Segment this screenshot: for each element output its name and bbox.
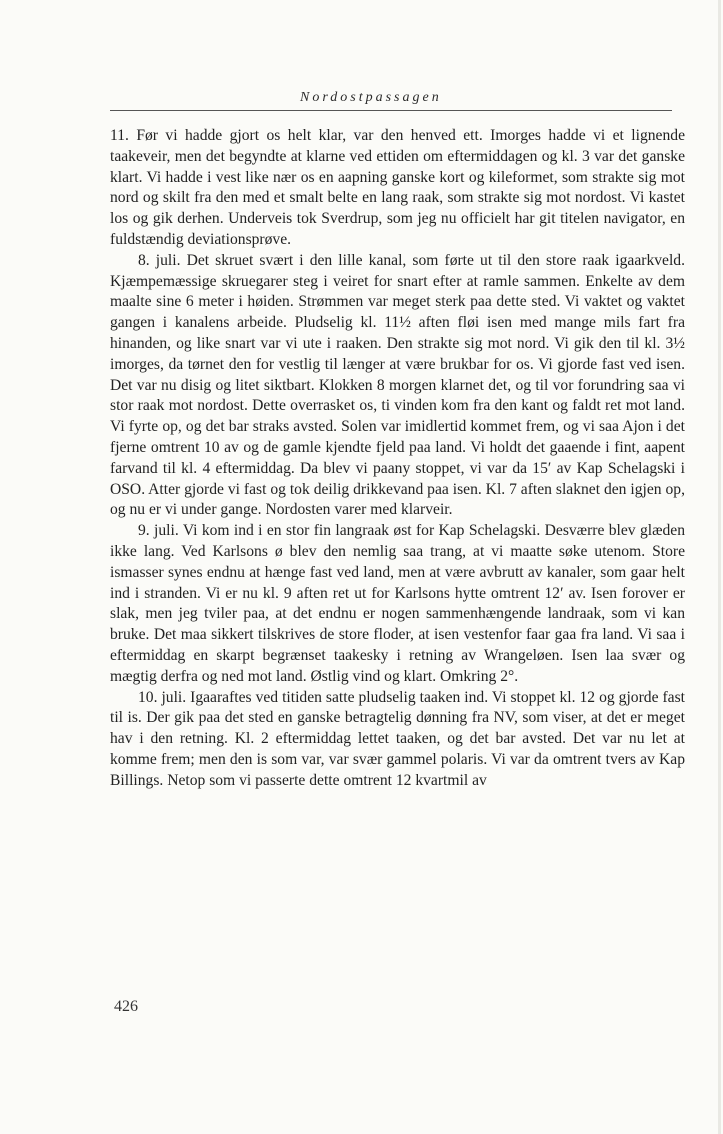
paragraph: 11. Før vi hadde gjort os helt klar, var den henved ett. Imorges hadde vi et lignende taakeveir, men det begyndte at klarne ved ettiden om eftermiddagen og kl. 3 var det ganske klart. Vi hadde i vest like nær os en aapning ganske kort og kileformet, som strakte sig mot nord og skilt fra den med et smalt belte en lang raak, som strakte sig mot nordost. Vi kastet los og gik derhen. Underveis tok Sverdrup, som jeg nu officielt har git titelen navigator, en fuldstændig deviationsprøve. [110, 127, 685, 248]
page-edge [718, 0, 721, 1134]
running-title: Nordostpassagen [300, 90, 442, 105]
paragraph: 8. juli. Det skruet svært i den lille kanal, som førte ut til den store raak igaarkveld. Kjæmpemæssige skruegarer steg i veiret for snart efter at ramle sammen. Enkelte av dem maalte sine 6 meter i høiden. Strømmen var meget sterk paa dette sted. Vi vaktet og vaktet gangen i kanalens arbeide. Pludselig kl. 11½ aften fløi isen med mange mils fart fra hinanden, og like snart var vi ute i raaken. Den strakte sig mot nord. Vi gik den til kl. 3½ imorges, da tørnet den for vestlig til længer at være brukbar for os. Vi gjorde fast ved isen. Det var nu disig og litet siktbart. Klokken 8 morgen klarnet det, og til vor forundring saa vi stor raak mot nordost. Dette overrasket os, ti vinden kom fra den kant og faldt ret mot land. Vi fyrte op, og det bar straks avsted. Solen var imidlertid kommet frem, og vi saa Ajon i det fjerne omtrent 10 av og de gamle kjendte fjeld paa land. Vi holdt det gaaende i fint, aapent farvand til kl. 4 eftermiddag. Da blev vi paany stoppet, vi var da 15′ av Kap Schelagski i OSO. Atter gjorde vi fast og tok deilig drikkevand paa isen. Kl. 7 aften slaknet den igjen op, og nu er vi under gange. Nordosten varer med klarveir. [110, 251, 685, 519]
page-number: 426 [114, 998, 138, 1015]
paragraph: 10. juli. Igaaraftes ved titiden satte pludselig taaken ind. Vi stoppet kl. 12 og gjorde fast til is. Der gik paa det sted en ganske betragtelig dønning fra NV, som viser, at det er meget hav i den retning. Kl. 2 eftermiddag lettet taaken, og det bar avsted. Det var nu let at komme frem; men den is som var, var svær gammel polaris. Vi var da omtrent tvers av Kap Billings. Netop som vi passerte dette omtrent 12 kvartmil av [110, 688, 685, 789]
body-text [110, 126, 685, 792]
running-header [110, 88, 672, 111]
paragraph: 9. juli. Vi kom ind i en stor fin langraak øst for Kap Schelagski. Desværre blev glæden ikke lang. Ved Karlsons ø blev den nemlig saa trang, at vi maatte søke utenom. Store ismasser synes endnu at hænge fast ved land, men at være avbrutt av kanaler, som gaar helt ind i stranden. Vi er nu kl. 9 aften ret ut for Karlsons hytte omtrent 12′ av. Isen forover er slak, men jeg tviler paa, at det endnu er nogen sammenhængende landraak, som vi kan bruke. Det maa sikkert tilskrives de store floder, at isen vestenfor faar gaa fra land. Vi saa i eftermiddag en skarpt begrænset taakesky i retning av Wrangeløen. Isen laa svær og mægtig derfra og ned mot land. Østlig vind og klart. Omkring 2°. [110, 522, 685, 685]
